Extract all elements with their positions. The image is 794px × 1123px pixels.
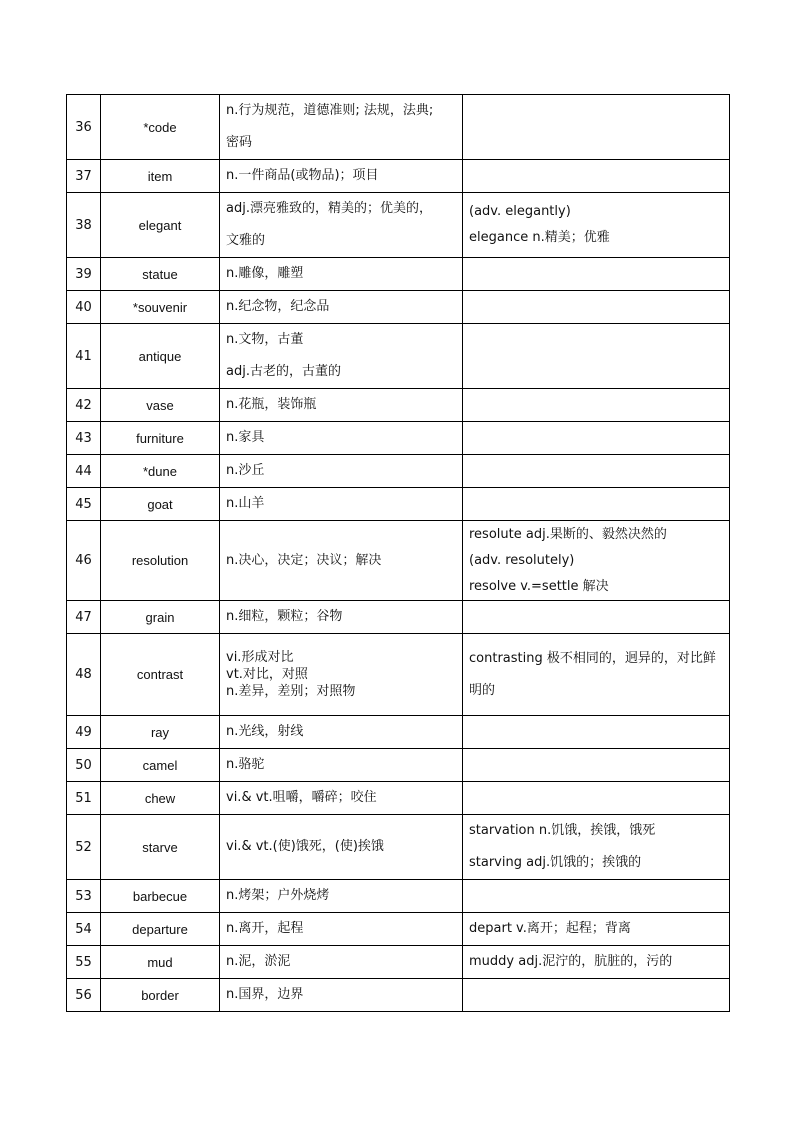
row-number: 44 xyxy=(67,455,101,488)
related-words xyxy=(463,422,730,455)
meaning-line: n.国界，边界 xyxy=(226,987,304,1002)
vocab-word: *code xyxy=(101,95,220,160)
vocabulary-table-body xyxy=(67,95,730,1012)
meaning-line: n.光线，射线 xyxy=(226,724,304,739)
word-meaning xyxy=(220,193,463,258)
vocab-word: barbecue xyxy=(101,880,220,913)
meaning-line: 文雅的 xyxy=(226,233,266,248)
vocab-word: camel xyxy=(101,749,220,782)
row-number: 56 xyxy=(67,979,101,1012)
related-words xyxy=(463,258,730,291)
table-row xyxy=(67,979,730,1012)
word-meaning xyxy=(220,455,463,488)
related-words xyxy=(463,389,730,422)
related-words xyxy=(463,979,730,1012)
related-word-line: starvation n.饥饿，挨饿，饿死 xyxy=(469,823,656,838)
table-row xyxy=(67,716,730,749)
meaning-line: 密码 xyxy=(226,135,253,150)
row-number: 53 xyxy=(67,880,101,913)
table-row xyxy=(67,95,730,160)
word-meaning xyxy=(220,946,463,979)
vocab-word: border xyxy=(101,979,220,1012)
row-number: 54 xyxy=(67,913,101,946)
vocab-word: elegant xyxy=(101,193,220,258)
row-number: 39 xyxy=(67,258,101,291)
vocab-word: starve xyxy=(101,815,220,880)
word-meaning xyxy=(220,160,463,193)
vocabulary-table xyxy=(66,94,730,1012)
row-number: 51 xyxy=(67,782,101,815)
table-row xyxy=(67,815,730,880)
related-words xyxy=(463,324,730,389)
word-meaning xyxy=(220,488,463,521)
row-number: 37 xyxy=(67,160,101,193)
meaning-line: n.离开，起程 xyxy=(226,921,304,936)
table-row xyxy=(67,258,730,291)
word-meaning xyxy=(220,291,463,324)
related-words xyxy=(463,291,730,324)
row-number: 55 xyxy=(67,946,101,979)
word-meaning xyxy=(220,815,463,880)
table-row xyxy=(67,389,730,422)
vocab-word: item xyxy=(101,160,220,193)
table-row xyxy=(67,913,730,946)
vocab-word: chew xyxy=(101,782,220,815)
vocab-word: statue xyxy=(101,258,220,291)
meaning-line: n.文物，古董 xyxy=(226,332,304,347)
meaning-line: n.沙丘 xyxy=(226,463,265,478)
word-meaning xyxy=(220,979,463,1012)
table-row xyxy=(67,193,730,258)
meaning-line: adj.漂亮雅致的，精美的；优美的， xyxy=(226,201,432,216)
related-word-line: contrasting 极不相同的，迥异的，对比鲜明的 xyxy=(469,650,716,698)
meaning-line: vi.形成对比 xyxy=(226,650,294,665)
word-meaning xyxy=(220,913,463,946)
row-number: 45 xyxy=(67,488,101,521)
meaning-line: n.雕像，雕塑 xyxy=(226,266,304,281)
vocab-word: furniture xyxy=(101,422,220,455)
word-meaning xyxy=(220,324,463,389)
word-meaning xyxy=(220,422,463,455)
meaning-line: vi.& vt.(使)饿死，(使)挨饿 xyxy=(226,839,384,854)
vocab-word: goat xyxy=(101,488,220,521)
vocab-word: grain xyxy=(101,601,220,634)
row-number: 43 xyxy=(67,422,101,455)
meaning-line: n.家具 xyxy=(226,430,265,445)
table-row xyxy=(67,291,730,324)
row-number: 52 xyxy=(67,815,101,880)
related-words xyxy=(463,95,730,160)
row-number: 38 xyxy=(67,193,101,258)
table-row xyxy=(67,521,730,601)
table-row xyxy=(67,455,730,488)
row-number: 41 xyxy=(67,324,101,389)
related-word-line: muddy adj.泥泞的，肮脏的，污的 xyxy=(469,954,673,969)
word-meaning xyxy=(220,716,463,749)
table-row xyxy=(67,946,730,979)
vocab-word: mud xyxy=(101,946,220,979)
vocab-word: antique xyxy=(101,324,220,389)
meaning-line: n.决心，决定；决议；解决 xyxy=(226,552,382,568)
related-words xyxy=(463,193,730,258)
vocab-word: contrast xyxy=(101,634,220,716)
word-meaning xyxy=(220,782,463,815)
related-words xyxy=(463,634,730,716)
word-meaning xyxy=(220,258,463,291)
table-row xyxy=(67,634,730,716)
related-word-line: (adv. elegantly) xyxy=(469,204,571,219)
word-meaning xyxy=(220,521,463,601)
word-meaning xyxy=(220,634,463,716)
related-words xyxy=(463,815,730,880)
row-number: 48 xyxy=(67,634,101,716)
related-words xyxy=(463,521,730,601)
related-words xyxy=(463,749,730,782)
vocab-word: vase xyxy=(101,389,220,422)
related-words xyxy=(463,488,730,521)
row-number: 40 xyxy=(67,291,101,324)
meaning-line: vi.& vt.咀嚼，嚼碎；咬住 xyxy=(226,790,377,805)
related-word-line: starving adj.饥饿的；挨饿的 xyxy=(469,855,642,870)
related-word-line: resolve v.=settle 解决 xyxy=(469,578,609,594)
word-meaning xyxy=(220,880,463,913)
related-word-line: resolute adj.果断的、毅然决然的 xyxy=(469,526,667,542)
meaning-line: n.骆驼 xyxy=(226,757,265,772)
meaning-line: n.差异，差别；对照物 xyxy=(226,684,356,699)
meaning-line: n.花瓶，装饰瓶 xyxy=(226,397,317,412)
meaning-line: n.烤架；户外烧烤 xyxy=(226,888,330,903)
table-row xyxy=(67,422,730,455)
table-row xyxy=(67,880,730,913)
word-meaning xyxy=(220,95,463,160)
meaning-line: n.山羊 xyxy=(226,496,265,511)
vocab-word: *souvenir xyxy=(101,291,220,324)
related-words xyxy=(463,880,730,913)
table-row xyxy=(67,160,730,193)
table-row xyxy=(67,601,730,634)
related-words xyxy=(463,716,730,749)
related-word-line: (adv. resolutely) xyxy=(469,552,575,568)
related-words xyxy=(463,601,730,634)
meaning-line: vt.对比，对照 xyxy=(226,667,308,682)
vocab-word: departure xyxy=(101,913,220,946)
table-row xyxy=(67,488,730,521)
vocab-word: ray xyxy=(101,716,220,749)
meaning-line: n.泥，淤泥 xyxy=(226,954,291,969)
related-word-line: depart v.离开；起程；背离 xyxy=(469,921,631,936)
table-row xyxy=(67,782,730,815)
table-row xyxy=(67,324,730,389)
related-word-line: elegance n.精美；优雅 xyxy=(469,230,610,245)
related-words xyxy=(463,913,730,946)
word-meaning xyxy=(220,601,463,634)
word-meaning xyxy=(220,749,463,782)
table-row xyxy=(67,749,730,782)
row-number: 47 xyxy=(67,601,101,634)
related-words xyxy=(463,782,730,815)
row-number: 50 xyxy=(67,749,101,782)
meaning-line: n.行为规范，道德准则; 法规，法典; xyxy=(226,103,434,118)
word-meaning xyxy=(220,389,463,422)
row-number: 46 xyxy=(67,521,101,601)
meaning-line: n.细粒，颗粒；谷物 xyxy=(226,609,343,624)
meaning-line: adj.古老的，古董的 xyxy=(226,364,341,379)
vocab-word: resolution xyxy=(101,521,220,601)
meaning-line: n.一件商品(或物品)；项目 xyxy=(226,168,379,183)
row-number: 42 xyxy=(67,389,101,422)
related-words xyxy=(463,455,730,488)
vocab-word: *dune xyxy=(101,455,220,488)
related-words xyxy=(463,946,730,979)
meaning-line: n.纪念物，纪念品 xyxy=(226,299,330,314)
row-number: 36 xyxy=(67,95,101,160)
related-words xyxy=(463,160,730,193)
row-number: 49 xyxy=(67,716,101,749)
